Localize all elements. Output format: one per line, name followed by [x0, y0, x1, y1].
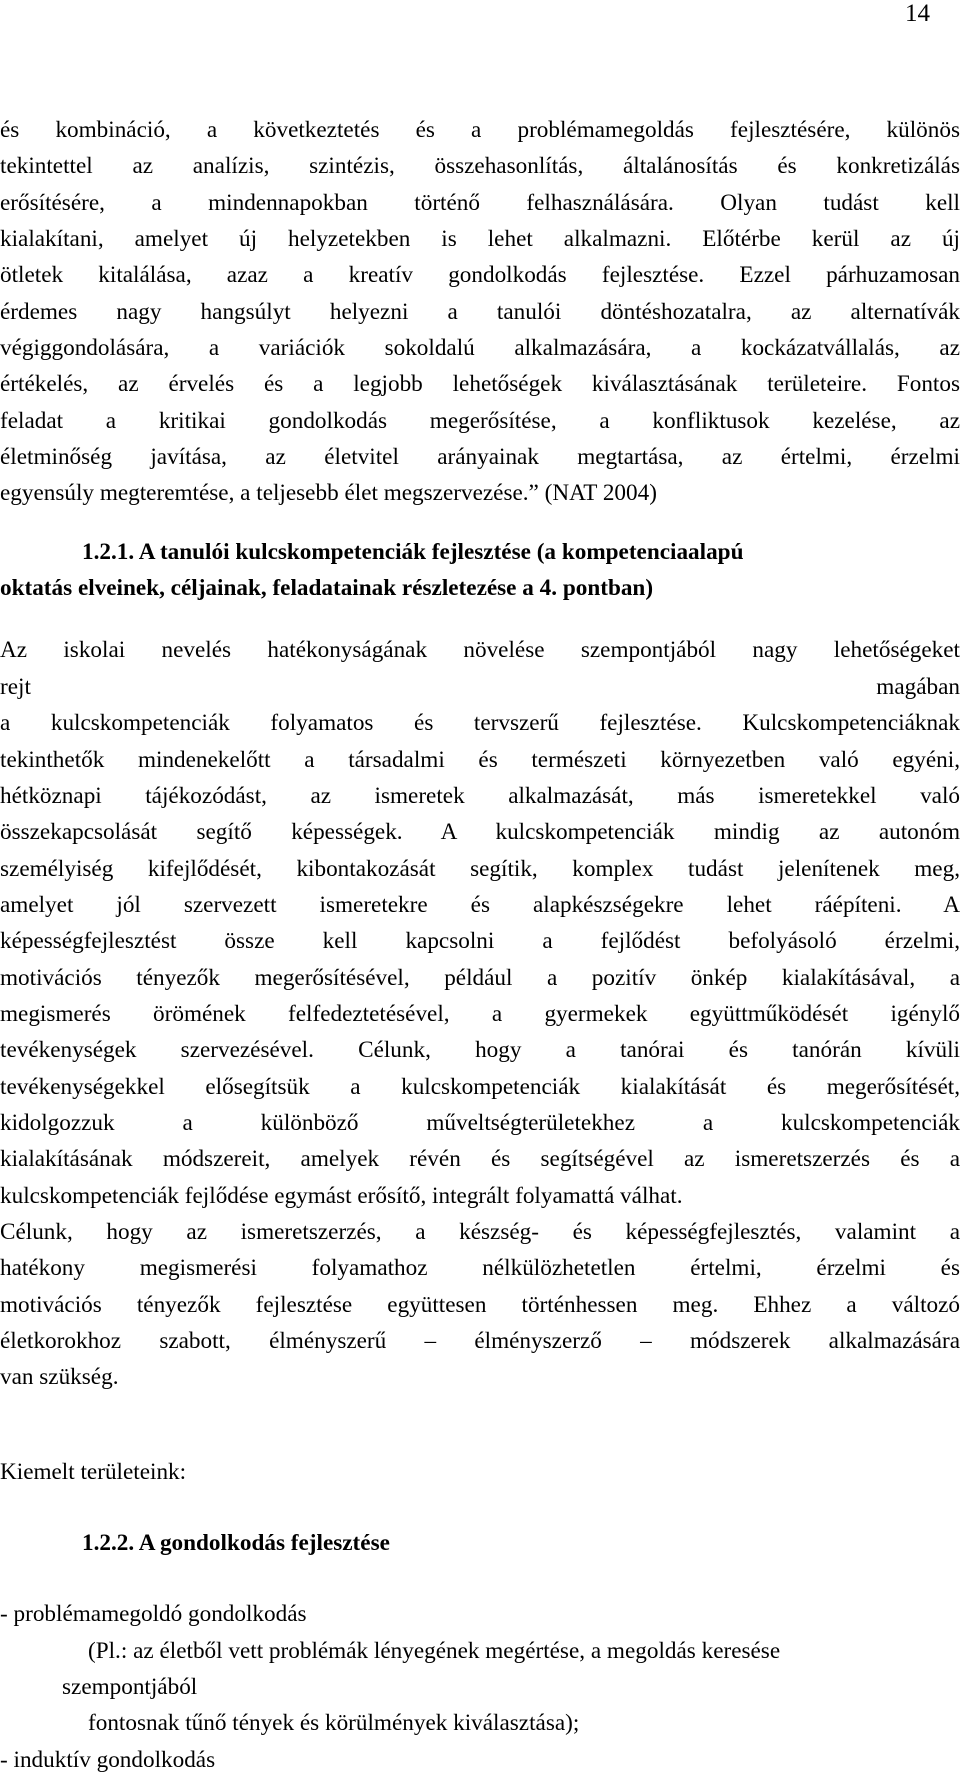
text-line: Célunk, hogy az ismeretszerzés, a készség- és képességfejlesztés, valamint a — [0, 1218, 960, 1245]
text-line: tevékenységek szervezésével. Célunk, hogy a tanórai és tanórán kívüli — [0, 1037, 960, 1064]
text-line: hétköznapi tájékozódást, az ismeretek alkalmazását, más ismeretekkel való — [0, 782, 960, 809]
text-line: képességfejlesztést össze kell kapcsolni a fejlődést befolyásoló érzelmi, — [0, 928, 960, 955]
text-line: amelyet jól szervezett ismeretekre és alapkészségekre lehet ráépíteni. A — [0, 891, 960, 918]
text-line: személyiség kifejlődését, kibontakozását segítik, komplex tudást jelenítenek meg, — [0, 855, 960, 882]
text-line: motivációs tényezők fejlesztése együttesen történhessen meg. Ehhez a változó — [0, 1291, 960, 1318]
text-line: tekintettel az analízis, szintézis, összehasonlítás, általánosítás és konkretizálás — [0, 153, 960, 180]
text-line: van szükség. — [0, 1364, 119, 1391]
paragraph-2 — [0, 632, 960, 1214]
paragraph-3 — [0, 1214, 960, 1396]
text-line: Az iskolai nevelés hatékonyságának növelése szempontjából nagy lehetőségeket — [0, 637, 960, 664]
text-line: életkorokhoz szabott, élményszerű – élményszerző – módszerek alkalmazására — [0, 1328, 960, 1354]
text-line: ötletek kitalálása, azaz a kreatív gondolkodás fejlesztése. Ezzel párhuzamosan — [0, 262, 960, 289]
section-heading-1-2-1 — [0, 534, 960, 607]
text-line: feladat a kritikai gondolkodás megerősítése, a konfliktusok kezelése, az — [0, 407, 960, 434]
list-item-detail: szempontjából — [62, 1674, 198, 1701]
text-line: kialakítani, amelyet új helyzetekben is lehet alkalmazni. Előtérbe kerül az új — [0, 226, 960, 253]
text-line: kulcskompetenciák fejlődése egymást erősítő, integrált folyamattá válhat. — [0, 1182, 683, 1209]
heading-line: oktatás elveinek, céljainak, feladatainak részletezése a 4. pontban) — [0, 575, 654, 602]
heading-line: 1.2.1. A tanulói kulcskompetenciák fejlesztése (a kompetenciaalapú — [82, 538, 744, 565]
paragraph-1 — [0, 112, 960, 512]
text-line: motivációs tényezők megerősítésével, például a pozitív önkép kialakításával, a — [0, 964, 960, 991]
list-item: - problémamegoldó gondolkodás — [0, 1601, 307, 1628]
text-line: tekinthetők mindenekelőtt a társadalmi és természeti környezetben való egyéni, — [0, 746, 960, 773]
text-line: erősítésére, a mindennapokban történő felhasználására. Olyan tudást kell — [0, 189, 960, 216]
section-heading-1-2-2: 1.2.2. A gondolkodás fejlesztése — [82, 1530, 390, 1557]
text-line: hatékony megismerési folyamathoz nélkülözhetetlen értelmi, érzelmi és — [0, 1255, 960, 1282]
text-line: megismerés örömének felfedeztetésével, a gyermekek együttműködését igénylő — [0, 1000, 960, 1027]
text-line: egyensúly megteremtése, a teljesebb élet megszervezése.” (NAT 2004) — [0, 480, 657, 507]
text-line: kidolgozzuk a különböző műveltségterületekhez a kulcskompetenciák — [0, 1109, 960, 1136]
text-line: tevékenységekkel elősegítsük a kulcskompetenciák kialakítását és megerősítését, — [0, 1073, 960, 1100]
list — [0, 1596, 960, 1778]
text-line: végiggondolására, a variációk sokoldalú alkalmazására, a kockázatvállalás, az — [0, 335, 960, 362]
text-line: érdemes nagy hangsúlyt helyezni a tanulói döntéshozatalra, az alternatívák — [0, 298, 960, 325]
page-number: 14 — [905, 0, 930, 27]
text-line: értékelés, az érvelés és a legjobb lehetőségek kiválasztásának területeire. Fontos — [0, 371, 960, 398]
text-line: kialakításának módszereit, amelyek révén és segítségével az ismeretszerzés és a — [0, 1146, 960, 1173]
list-item-detail: fontosnak tűnő tények és körülmények kiválasztása); — [88, 1710, 580, 1737]
text-line: és kombináció, a következtetés és a problémamegoldás fejlesztésére, különös — [0, 117, 960, 143]
list-item: - induktív gondolkodás — [0, 1746, 216, 1773]
document-body — [0, 112, 960, 1778]
text-line: a kulcskompetenciák folyamatos és tervszerű fejlesztése. Kulcskompetenciáknak — [0, 710, 960, 737]
text-line: rejt magában — [0, 673, 960, 700]
kiemelt-label: Kiemelt területeink: — [0, 1458, 187, 1485]
text-line: életminőség javítása, az életvitel arányainak megtartása, az értelmi, érzelmi — [0, 444, 960, 471]
list-item-detail: (Pl.: az életből vett problémák lényegének megértése, a megoldás keresése — [88, 1637, 781, 1664]
text-line: összekapcsolását segítő képességek. A kulcskompetenciák mindig az autonóm — [0, 819, 960, 846]
